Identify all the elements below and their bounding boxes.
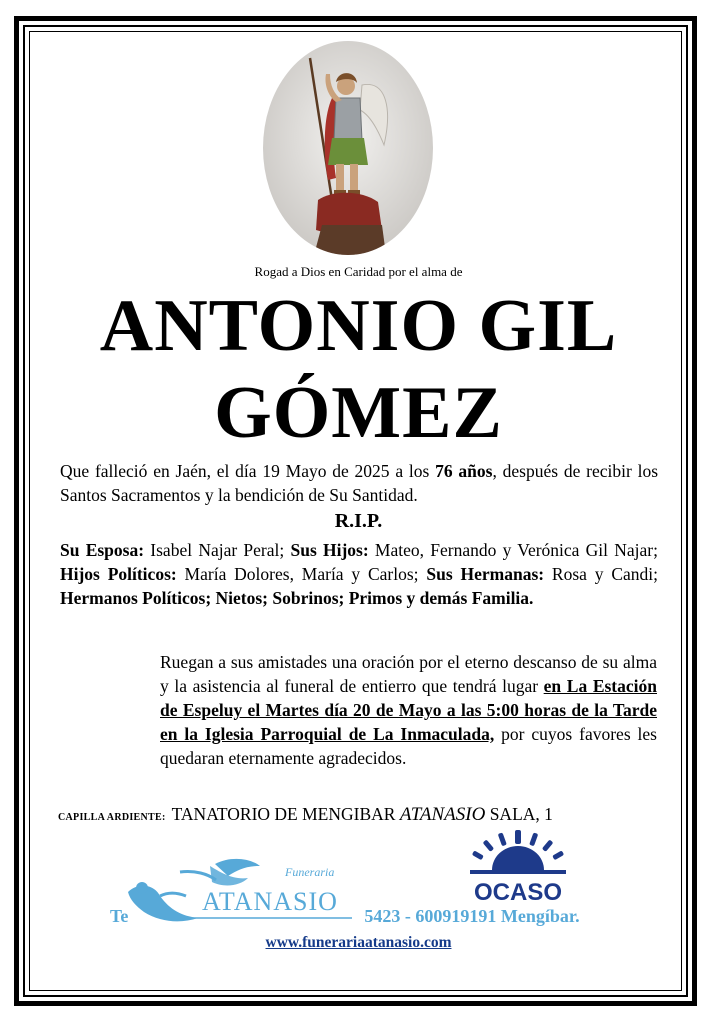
ocaso-label: OCASO [473,879,563,906]
website-link[interactable]: www.funerariaatanasio.com [265,934,452,951]
funeral-location-time: en La Estación de Espeluy el Martes día 20 de Mayo a las 5:00 horas de la Tarde en la Iglesia Parroquial de La Inmaculada, [160,676,657,744]
ocaso-logo [462,826,574,910]
rip-heading: R.I.P. [334,510,383,532]
deceased-name-line2: GÓMEZ [214,372,503,454]
death-notice: Que falleció en Jaén, el día 19 Mayo de 2025 a los 76 años, después de recibir los Santos Sacramentos y la bendición de Su Santidad. [60,461,659,505]
prayer-subtitle: Rogad a Dios en Caridad por el alma de [254,264,463,279]
deceased-name-line1: ANTONIO GIL [99,285,618,367]
family-list: Su Esposa: Isabel Najar Peral; Sus Hijos: Mateo, Fernando y Verónica Gil Najar; Hijos Políticos: María Dolores, María y Carlos; Sus Hermanas: Rosa y Candi; Hermanos Políticos; Nietos; Sobrinos; Primos y demás Familia. [60,540,659,608]
phone-line: Te 5423 - 600919191 Mengíbar. [110,906,580,926]
age: 76 años [435,461,493,481]
atanasio-label: ATANASIO [202,887,338,916]
funeral-details: Ruegan a sus amistades una oración por el eterno descanso de su alma y la asistencia al funeral de entierro que tendrá lugar en La Estación de Espeluy el Martes día 20 de Mayo a las 5:00 horas de la Tarde en la Iglesia Parroquial de La Inmaculada, por cuyos favores les quedaran eternamente agradecidos. [160,652,657,768]
funeraria-label: Funeraria [285,865,335,879]
capilla-ardiente: CAPILLA ARDIENTE: TANATORIO DE MENGIBAR ATANASIO SALA, 1 [58,804,553,825]
saint-statue-image [262,40,434,256]
